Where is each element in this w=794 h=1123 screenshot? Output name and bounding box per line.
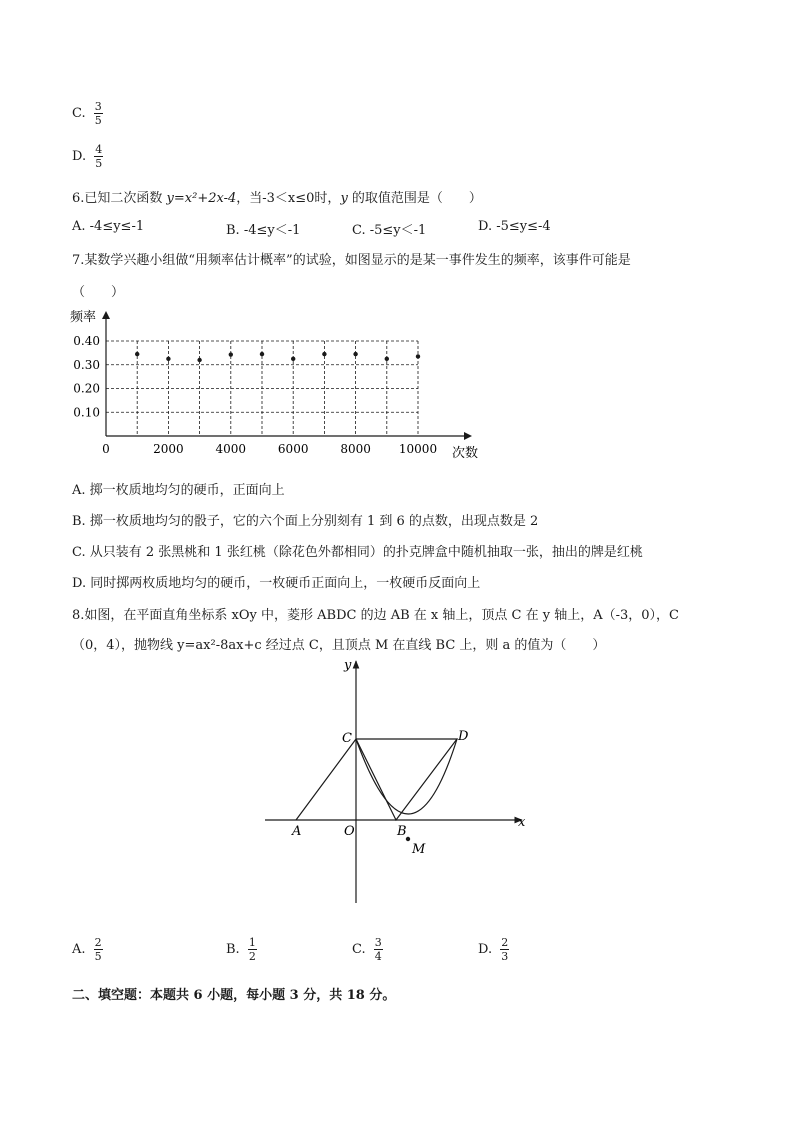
data-point bbox=[135, 352, 139, 356]
label-a: A bbox=[292, 824, 302, 839]
q7-option-b: B. 掷一枚质地均匀的骰子，它的六个面上分别刻有 1 到 6 的点数，出现点数是 2 bbox=[72, 514, 539, 529]
q6-function: y=x²+2x-4 bbox=[166, 191, 237, 206]
rhombus-parabola-figure bbox=[260, 655, 540, 910]
option-letter: A. bbox=[72, 942, 86, 957]
data-point bbox=[416, 354, 420, 358]
q6-option-c: C. -5≤y＜-1 bbox=[352, 223, 427, 238]
fraction-numerator: 4 bbox=[95, 143, 103, 156]
q5-option-d bbox=[72, 143, 103, 170]
fraction-denominator: 5 bbox=[94, 950, 102, 963]
x-tick-label: 0 bbox=[102, 442, 110, 456]
data-point bbox=[260, 352, 264, 356]
fraction-numerator: 3 bbox=[374, 936, 382, 949]
q8-stem-line1: 8.如图，在平面直角坐标系 xOy 中，菱形 ABDC 的边 AB 在 x 轴上，顶点 C 在 y 轴上，A（-3，0），C bbox=[72, 608, 679, 623]
x-tick-label: 2000 bbox=[153, 442, 184, 456]
fraction-denominator: 5 bbox=[95, 157, 103, 170]
x-axis-arrow bbox=[464, 432, 472, 440]
fraction-numerator: 1 bbox=[248, 936, 256, 949]
data-point bbox=[353, 352, 357, 356]
q7-option-c: C. 从只装有 2 张黑桃和 1 张红桃（除花色外都相同）的扑克牌盒中随机抽取一张，抽出的牌是红桃 bbox=[72, 545, 643, 560]
fraction-numerator: 3 bbox=[94, 100, 102, 113]
q6-stem-text: 的取值范围是（ ） bbox=[347, 191, 482, 206]
y-tick-label: 0.20 bbox=[73, 381, 100, 396]
q7-option-d: D. 同时掷两枚质地均匀的硬币，一枚硬币正面向上，一枚硬币反面向上 bbox=[72, 576, 481, 591]
option-letter: C. bbox=[72, 106, 86, 121]
q6-stem-text: ，当-3＜x≤0时， bbox=[236, 191, 341, 206]
fraction-numerator: 2 bbox=[501, 936, 509, 949]
label-m: M bbox=[412, 842, 426, 857]
chart-axes bbox=[102, 311, 472, 440]
x-tick-label: 4000 bbox=[215, 442, 247, 456]
data-point bbox=[229, 352, 233, 356]
label-d: D bbox=[458, 729, 469, 744]
label-b: B bbox=[397, 824, 407, 839]
q7-stem-line2: （ ） bbox=[72, 285, 125, 300]
q6-stem bbox=[72, 187, 482, 206]
x-tick-label: 10000 bbox=[398, 442, 438, 456]
option-letter: D. bbox=[72, 149, 87, 164]
fraction bbox=[94, 936, 103, 963]
q6-option-d: D. -5≤y≤-4 bbox=[478, 219, 551, 234]
y-axis-arrow bbox=[102, 311, 110, 319]
q8-stem-line2: （0，4），抛物线 y=ax²-8ax+c 经过点 C，且顶点 M 在直线 BC 上，则 a 的值为（ ） bbox=[72, 638, 606, 653]
fraction bbox=[94, 143, 103, 170]
label-o: O bbox=[344, 824, 355, 839]
option-letter: D. bbox=[478, 942, 493, 957]
data-point bbox=[322, 352, 326, 356]
label-c: C bbox=[342, 731, 352, 746]
fraction-denominator: 3 bbox=[501, 950, 509, 963]
fraction-denominator: 4 bbox=[374, 950, 382, 963]
y-tick-label: 0.40 bbox=[73, 334, 100, 348]
frequency-chart bbox=[60, 305, 490, 465]
data-point bbox=[291, 357, 295, 361]
q6-option-b: B. -4≤y＜-1 bbox=[226, 223, 301, 238]
q8-option-b bbox=[226, 936, 257, 963]
data-point bbox=[385, 357, 389, 361]
q6-variable: y bbox=[340, 191, 348, 206]
q6-stem-text: 6.已知二次函数 bbox=[72, 191, 167, 206]
x-tick-label: 6000 bbox=[277, 442, 309, 456]
fraction-denominator: 2 bbox=[248, 950, 256, 963]
x-tick-label: 8000 bbox=[340, 442, 371, 456]
rhombus-outline bbox=[296, 739, 457, 820]
fraction bbox=[500, 936, 509, 963]
chart-points bbox=[135, 352, 420, 362]
q7-stem-line1: 7.某数学兴趣小组做“用频率估计概率”的试验，如图显示的是某一事件发生的频率，该事件可能是 bbox=[72, 253, 631, 268]
option-letter: C. bbox=[352, 942, 366, 957]
q6-option-a: A. -4≤y≤-1 bbox=[72, 219, 145, 234]
fraction bbox=[374, 936, 383, 963]
label-y: y bbox=[344, 658, 352, 673]
parabola-curve bbox=[356, 739, 457, 814]
q7-option-a: A. 掷一枚质地均匀的硬币，正面向上 bbox=[72, 483, 285, 498]
option-letter: B. bbox=[226, 942, 240, 957]
q8-option-d bbox=[478, 936, 509, 963]
q8-option-c bbox=[352, 936, 383, 963]
label-x: x bbox=[518, 815, 526, 830]
data-point bbox=[197, 358, 201, 362]
y-tick-label: 0.30 bbox=[73, 357, 100, 372]
y-tick-label: 0.10 bbox=[73, 405, 100, 420]
chart-ylabel: 频率 bbox=[70, 310, 97, 325]
data-point bbox=[166, 357, 170, 361]
chart-xlabel: 次数 bbox=[452, 446, 479, 461]
section-heading-fill-in: 二、填空题：本题共 6 小题，每小题 3 分，共 18 分。 bbox=[72, 988, 396, 1003]
fraction-denominator: 5 bbox=[94, 114, 102, 127]
q8-option-a bbox=[72, 936, 103, 963]
fraction bbox=[248, 936, 257, 963]
fraction-numerator: 2 bbox=[94, 936, 102, 949]
fraction bbox=[94, 100, 103, 127]
chart-tick-labels bbox=[73, 334, 437, 456]
q5-option-c bbox=[72, 100, 103, 127]
